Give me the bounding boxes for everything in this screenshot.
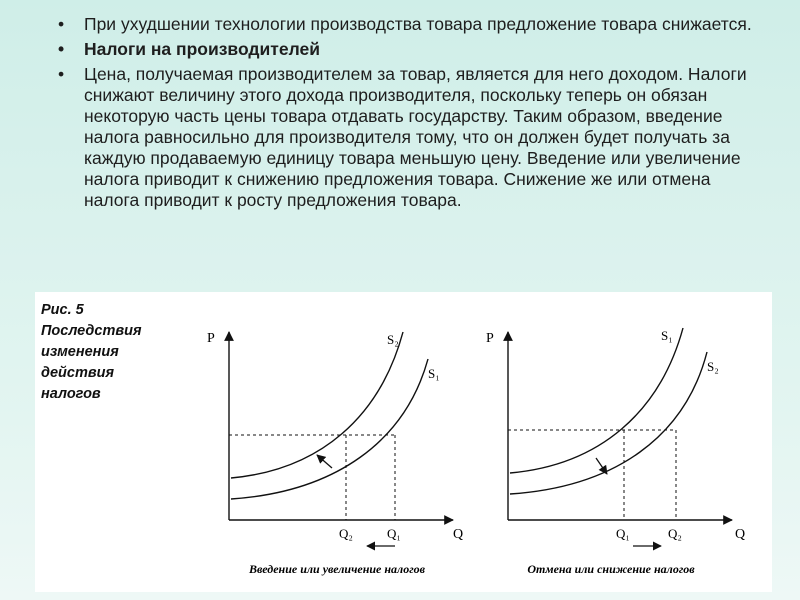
left-upper-curve-label: S₂ [387, 332, 399, 347]
left-upper-curve [231, 332, 403, 478]
left-x-label: Q [453, 527, 464, 542]
bullet-text: Налоги на производителей [84, 39, 320, 59]
bullet-dot: • [58, 39, 65, 59]
caption-line: изменения [41, 344, 119, 360]
right-upper-curve-label: S₁ [661, 328, 673, 343]
bullet-list [56, 14, 756, 215]
left-lower-curve-label: S₁ [428, 366, 440, 381]
caption-line: действия [41, 365, 114, 381]
right-lower-curve [510, 352, 707, 494]
graphs-svg [35, 292, 772, 592]
right-q-left-label: Q₁ [616, 526, 630, 541]
right-y-label: P [486, 331, 494, 346]
left-shift-arrow [317, 455, 332, 468]
left-graph [207, 331, 463, 576]
right-x-label: Q [735, 527, 746, 542]
bullet-text: При ухудшении технологии производства товара предложение товара снижается. [84, 14, 752, 34]
caption-line: Последствия [41, 323, 142, 339]
right-lower-curve-label: S₂ [707, 359, 719, 374]
right-shift-arrow [596, 458, 607, 474]
caption-line: налогов [41, 386, 101, 402]
bullet-item [56, 64, 756, 211]
left-q-left-label: Q₂ [339, 526, 353, 541]
bullet-item [56, 14, 756, 35]
bullet-dot: • [58, 14, 65, 34]
bullet-item-heading [56, 39, 756, 60]
right-q-right-label: Q₂ [668, 526, 682, 541]
right-graph [486, 328, 745, 576]
left-graph-title: Введение или увеличение налогов [249, 562, 425, 576]
caption-line: Рис. 5 [41, 302, 84, 318]
right-upper-curve [510, 328, 683, 473]
bullet-dot: • [58, 64, 65, 84]
bullet-text: Цена, получаемая производителем за товар, является для него доходом. Налоги снижают величину этого дохода производителя, поскольку теперь он обязан некоторую часть цены товара отдавать государству. Таким образом, введение налога равносильно для производителя тому, что он должен будет получать за каждую продаваемую единицу товара меньшую цену. Введение или увеличение налога приводит к снижению предложения товара. Снижение же или отмена налога приводит к росту предложения товара. [84, 64, 747, 210]
right-graph-title: Отмена или снижение налогов [527, 562, 695, 576]
left-q-right-label: Q₁ [387, 526, 401, 541]
figure-panel [35, 292, 772, 592]
left-y-label: P [207, 331, 215, 346]
left-lower-curve [231, 359, 428, 499]
